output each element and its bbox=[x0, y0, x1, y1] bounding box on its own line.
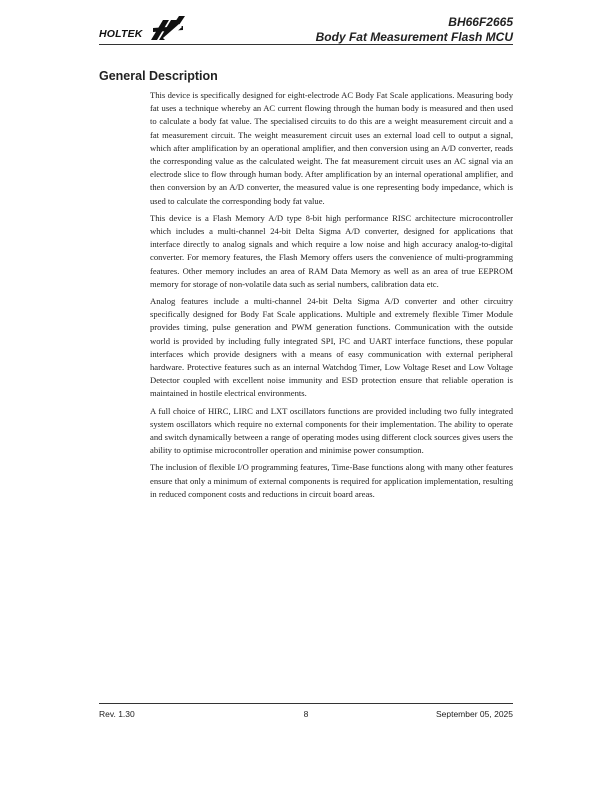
paragraph: A full choice of HIRC, LIRC and LXT oscillators functions are provided including two fully integrated system oscillators which require no external components for their implementation. The ability to operate and switch dynamically between a range of operating modes using different clock sources gives users the ability to optimise microcontroller operation and minimise power consumption. bbox=[150, 405, 513, 456]
header-rule bbox=[99, 44, 513, 45]
part-number: BH66F2665 bbox=[448, 15, 513, 29]
holtek-logo bbox=[99, 14, 189, 44]
holtek-logo-icon bbox=[149, 14, 187, 44]
footer-page-number: 8 bbox=[303, 709, 309, 719]
logo-text: HOLTEK bbox=[99, 28, 143, 40]
paragraph: This device is a Flash Memory A/D type 8-bit high performance RISC architecture microcontroller which includes a multi-channel 24-bit Delta Sigma A/D converter, designed for applications that interface directly to analog signals and which require a low noise and high accuracy analog-to-digital converter. For memory features, the Flash Memory offers users the convenience of multi-programming features. Other memory includes an area of RAM Data Memory as well as an area of true EEPROM memory for storage of non-volatile data such as serial numbers, calibration data etc. bbox=[150, 212, 513, 289]
doc-title: Body Fat Measurement Flash MCU bbox=[315, 30, 513, 44]
section-body bbox=[150, 89, 513, 505]
paragraph: The inclusion of flexible I/O programming features, Time-Base functions along with many other features ensure that only a minimum of external components is required for application implementation, resulting in reduced component costs and reductions in circuit board areas. bbox=[150, 462, 513, 499]
footer-rule bbox=[99, 703, 513, 704]
paragraph: Analog features include a multi-channel 24-bit Delta Sigma A/D converter and other circuitry specifically designed for Body Fat Scale applications. Multiple and extremely flexible Timer Module provides timing, pulse generation and PWM generation functions. Communication with the outside world is provided by including fully integrated SPI, I²C and UART interface functions, these popular interfaces which provide designers with a means of easy communication with external peripheral hardware. Protective features such as an internal Watchdog Timer, Low Voltage Reset and Low Voltage Detector coupled with excellent noise immunity and ESD protection ensure that reliable operation is maintained in hostile electrical environments. bbox=[150, 296, 513, 399]
section-title: General Description bbox=[99, 69, 218, 83]
footer-revision: Rev. 1.30 bbox=[99, 709, 135, 719]
footer-date: September 05, 2025 bbox=[435, 709, 513, 719]
document-header bbox=[316, 15, 513, 45]
paragraph: This device is specifically designed for eight-electrode AC Body Fat Scale applications. Measuring body fat uses a technique whereby an AC current flowing through the human body is measured and then used to calculate a body fat value. The specialised circuits to do this are a weight measurement circuit and a fat measurement circuit. The weight measurement circuit uses an external load cell to output a signal, which after amplification by an operational amplifier, and then conversion using an A/D converter, reads the corresponding value as the calculated weight. The fat measurement circuit uses an AC signal via an electrode slice to flow through human body. After amplification by an internal operational amplifier, and then conversion by an A/D converter, the measured value is one representing body impedance, which is used to calculate the corresponding body fat value. bbox=[150, 90, 513, 206]
